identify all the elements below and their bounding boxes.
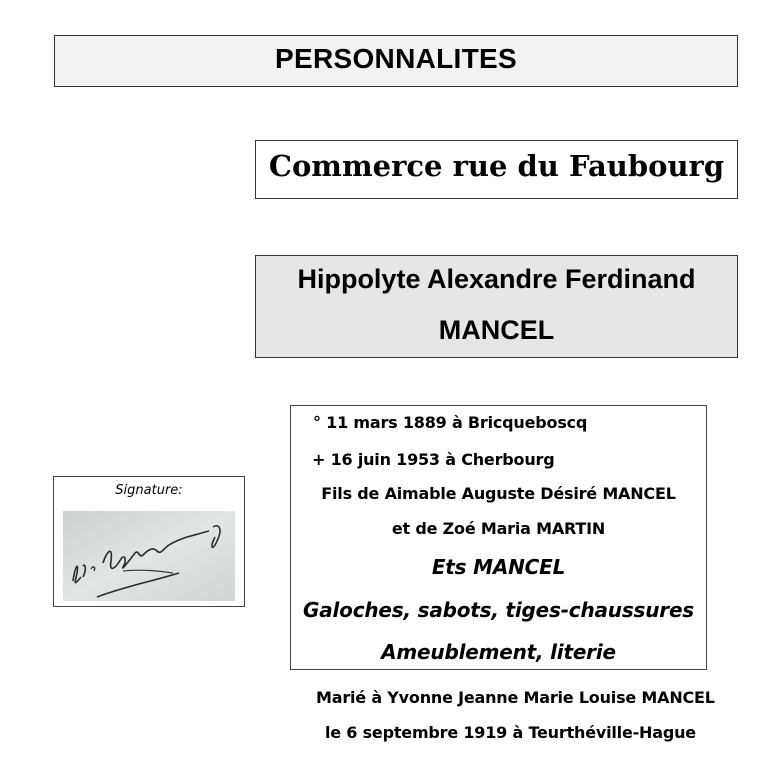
section-banner: [255, 140, 738, 199]
goods-line-1: Galoches, sabots, tiges-chaussures: [302, 598, 695, 622]
biography-box: [290, 405, 707, 670]
birth-line: ° 11 mars 1889 à Bricqueboscq: [313, 413, 588, 432]
signature-box: [53, 476, 245, 607]
signature-image: [63, 511, 235, 601]
marriage-line-1: Marié à Yvonne Jeanne Marie Louise MANCEL: [316, 688, 715, 707]
father-line: Fils de Aimable Auguste Désiré MANCEL: [321, 484, 676, 503]
person-given-names: Hippolyte Alexandre Ferdinand: [297, 264, 696, 294]
page-title: PERSONNALITES: [275, 43, 517, 74]
death-line: + 16 juin 1953 à Cherbourg: [312, 450, 555, 469]
marriage-line-2: le 6 septembre 1919 à Teurthéville-Hague: [325, 723, 696, 742]
section-title: Commerce rue du Faubourg: [268, 149, 725, 183]
signature-caption: Signature:: [115, 483, 183, 498]
goods-line-2: Ameublement, literie: [381, 640, 616, 664]
mother-line: et de Zoé Maria MARTIN: [391, 519, 606, 538]
header-banner: [54, 35, 738, 87]
person-name-banner: [255, 255, 738, 358]
person-surname: MANCEL: [438, 315, 555, 345]
business-name: Ets MANCEL: [431, 555, 566, 579]
